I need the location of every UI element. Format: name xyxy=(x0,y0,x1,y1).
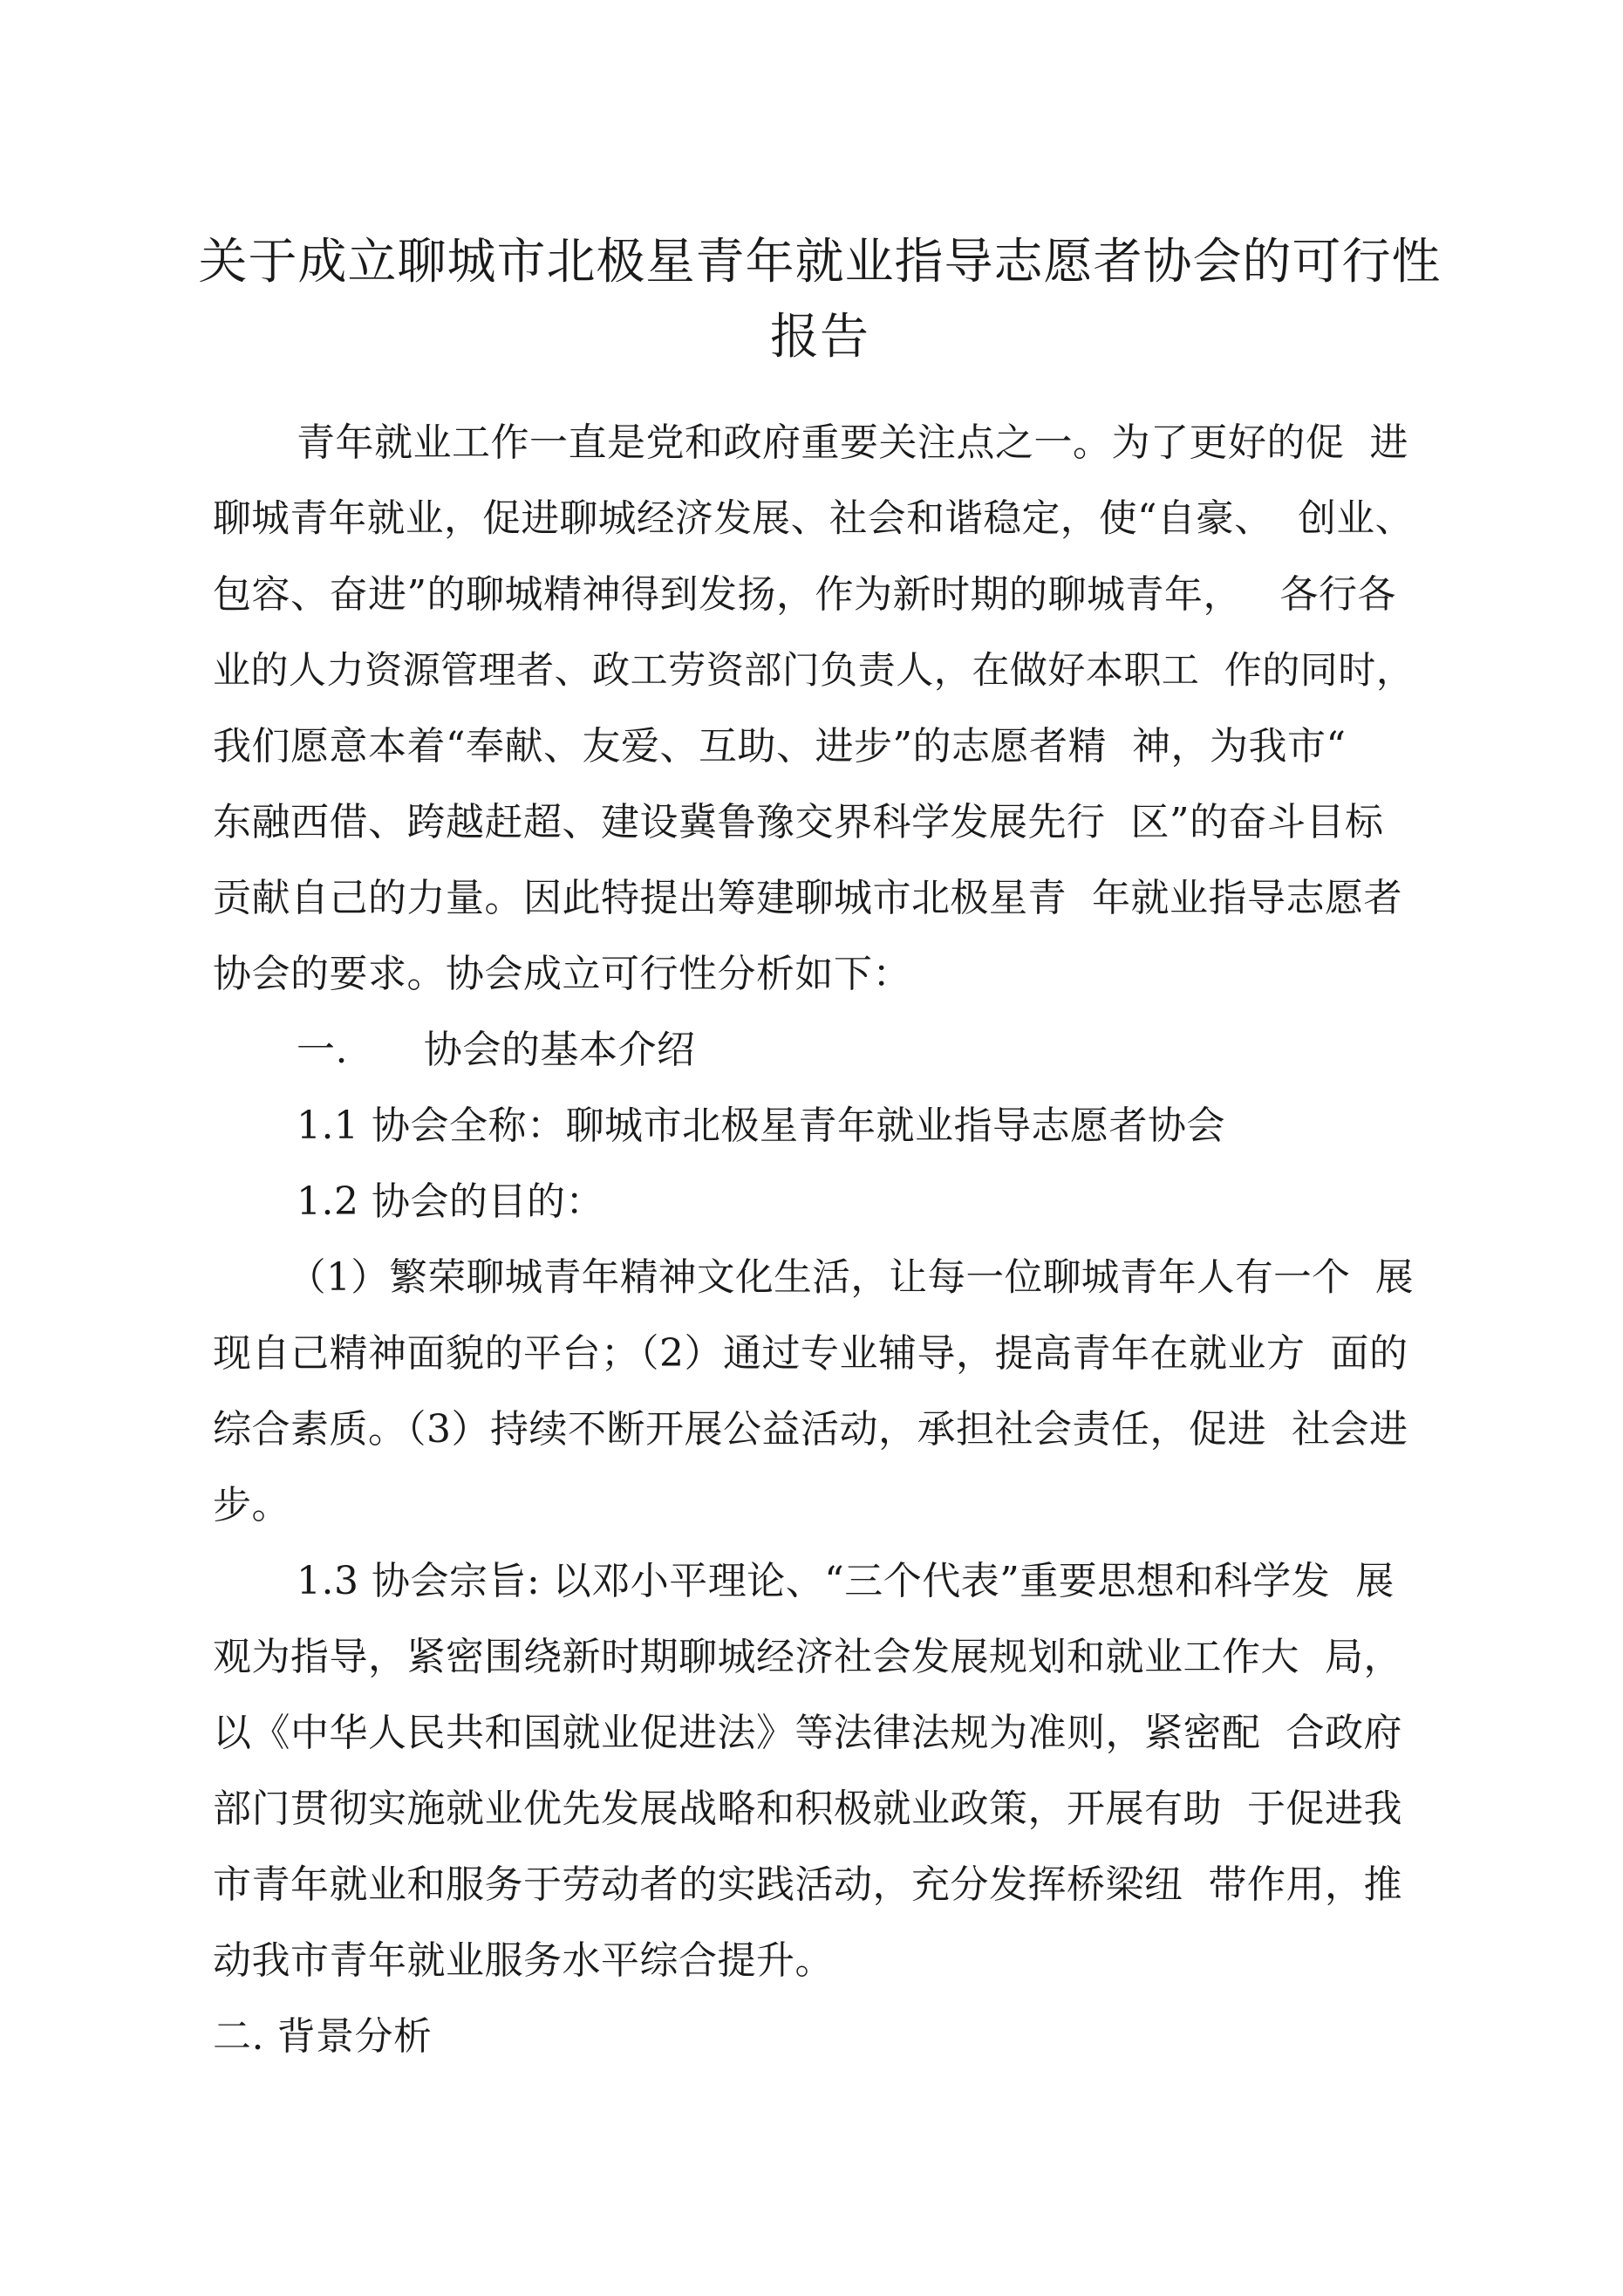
item-1-2: 1.2 协会的目的： xyxy=(297,1179,604,1224)
tenet-line-1: 1.3 协会宗旨: 以邓小平理论、“三个代表”重要思想和科学发 展 xyxy=(297,1559,1395,1603)
section-heading-2: 二. 背景分析 xyxy=(213,2014,433,2059)
tenet-line-6: 动我市青年就业服务水平综合提升。 xyxy=(213,1938,834,1983)
item-1-1: 1.1 协会全称：聊城市北极星青年就业指导志愿者协会 xyxy=(297,1104,1225,1148)
paragraph-intro-line-4: 业的人力资源管理者、政工劳资部门负责人，在做好本职工 作的同时， xyxy=(213,649,1415,693)
purpose-line-4: 步。 xyxy=(213,1483,290,1527)
paragraph-intro-line-6: 东融西借、跨越赶超、建设冀鲁豫交界科学发展先行 区”的奋斗目标 xyxy=(213,800,1384,844)
paragraph-intro-line-8: 协会的要求。协会成立可行性分析如下： xyxy=(213,952,911,996)
tenet-line-3: 以《中华人民共和国就业促进法》等法律法规为准则，紧密配 合政府 xyxy=(213,1711,1402,1755)
document-title-line-2: 报告 xyxy=(770,309,869,366)
paragraph-intro-line-7: 贡献自己的力量。因此特提出筹建聊城市北极星青 年就业指导志愿者 xyxy=(213,876,1402,920)
tenet-line-4: 部门贯彻实施就业优先发展战略和积极就业政策，开展有助 于促进我 xyxy=(213,1787,1402,1831)
purpose-line-3: 综合素质。（3）持续不断开展公益活动，承担社会责任，促进 社会进 xyxy=(213,1407,1408,1452)
section-heading-1: 一. 协会的基本介绍 xyxy=(297,1028,696,1072)
paragraph-intro-line-5: 我们愿意本着“奉献、友爱、互助、进步”的志愿者精 神，为我市“ xyxy=(213,724,1347,769)
paragraph-intro-line-2: 聊城青年就业，促进聊城经济发展、社会和谐稳定，使“自豪、 创业、 xyxy=(213,496,1414,541)
paragraph-intro-line-3: 包容、奋进”的聊城精神得到发扬，作为新时期的聊城青年， 各行各 xyxy=(213,572,1396,617)
document-title-line-1: 关于成立聊城市北极星青年就业指导志愿者协会的可行性 xyxy=(198,234,1442,290)
tenet-line-5: 市青年就业和服务于劳动者的实践活动，充分发挥桥梁纽 带作用，推 xyxy=(213,1862,1402,1907)
paragraph-intro-line-1: 青年就业工作一直是党和政府重要关注点之一。为了更好的促 进 xyxy=(297,420,1408,465)
tenet-line-2: 观为指导，紧密围绕新时期聊城经济社会发展规划和就业工作大 局， xyxy=(213,1635,1402,1679)
purpose-line-2: 现自己精神面貌的平台；（2）通过专业辅导，提高青年在就业方 面的 xyxy=(213,1331,1408,1376)
purpose-line-1: （1）繁荣聊城青年精神文化生活，让每一位聊城青年人有一个 展 xyxy=(288,1256,1415,1300)
